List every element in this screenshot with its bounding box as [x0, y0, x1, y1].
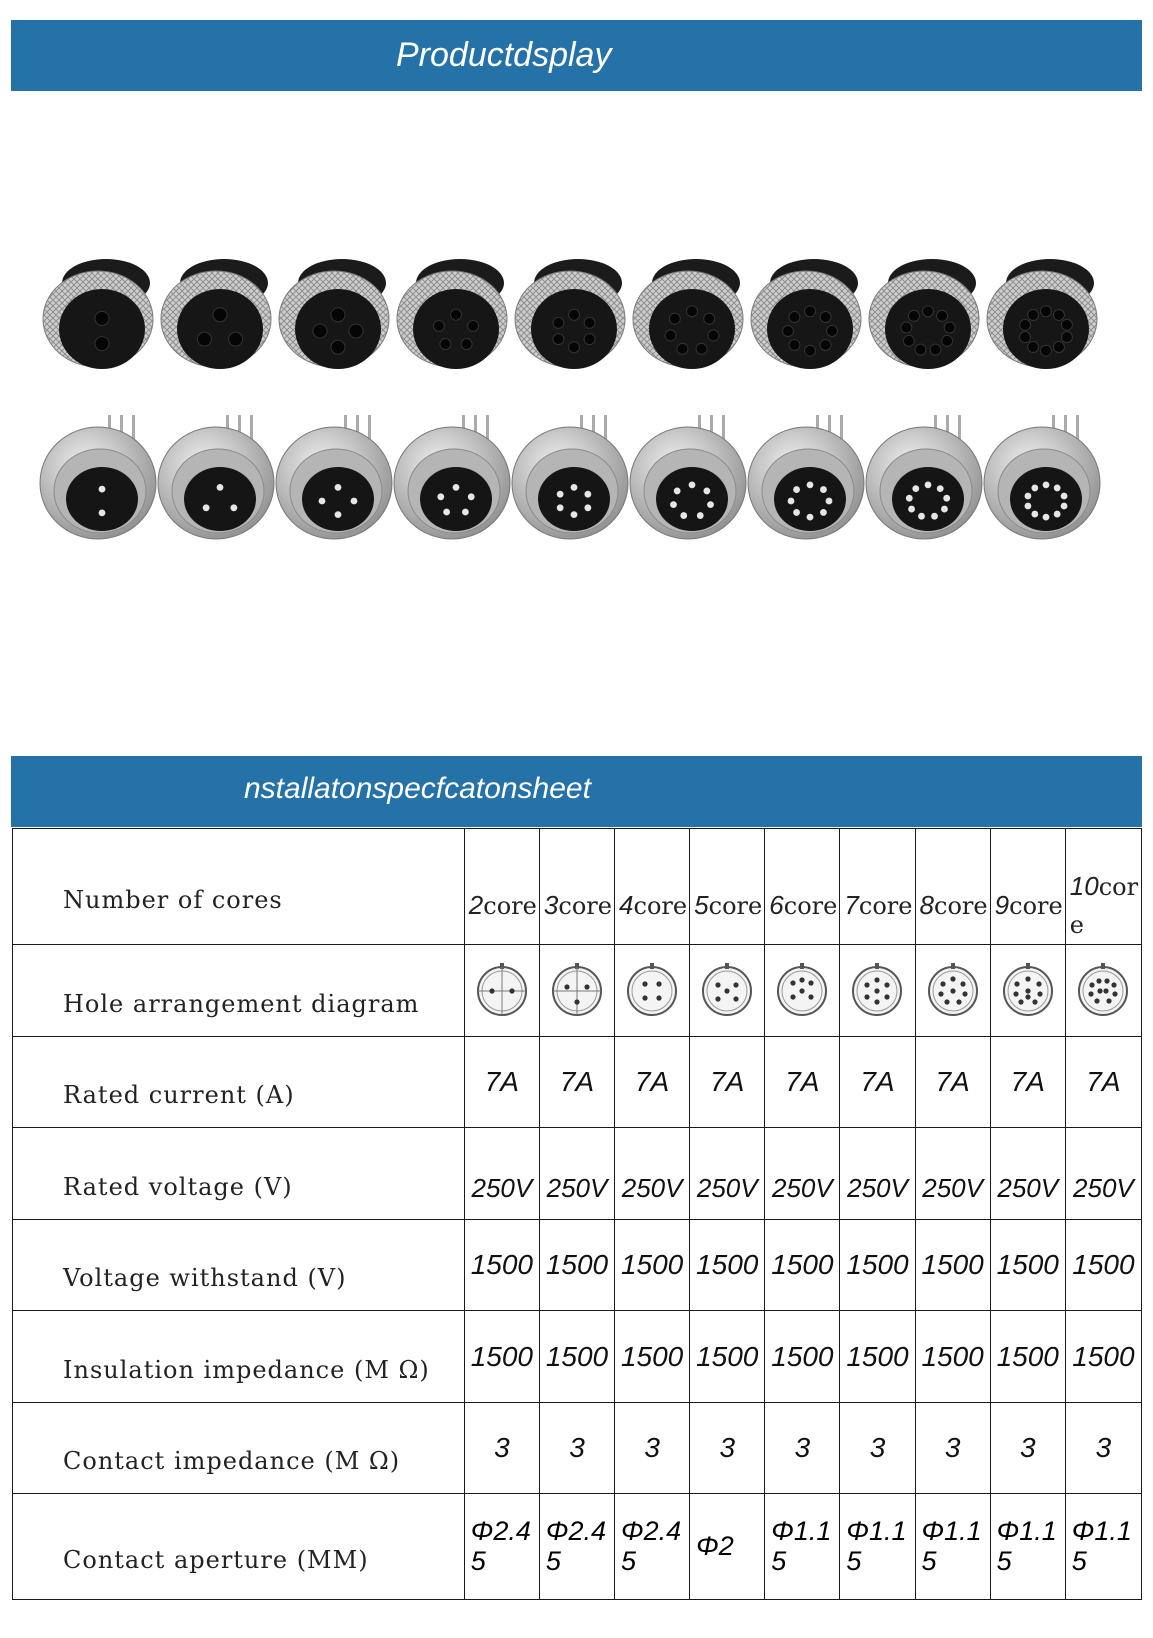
core-count-number: 3	[543, 890, 559, 920]
hole-arrangement-diagram	[549, 963, 605, 1019]
row-current	[13, 1037, 1142, 1128]
rated-current-cell: 7A	[765, 1037, 840, 1128]
core-count-cell	[464, 829, 539, 945]
contact-impedance-cell: 3	[615, 1403, 690, 1494]
hole-diagram-cell	[539, 945, 614, 1037]
contact-aperture-cell: Φ2.45	[539, 1494, 614, 1600]
rated-current-cell: 7A	[539, 1037, 614, 1128]
core-count-unit: core	[708, 892, 763, 920]
female-connector-icon	[751, 259, 861, 369]
hole-arrangement-diagram	[925, 963, 981, 1019]
female-connector-icon	[515, 259, 625, 369]
core-count-number: 9	[994, 890, 1010, 920]
insulation-impedance-cell: 1500	[840, 1311, 915, 1403]
male-connector-icon	[394, 415, 510, 539]
core-count-unit: core	[558, 892, 612, 920]
core-count-number: 10	[1069, 871, 1099, 901]
core-count-cell	[990, 829, 1065, 945]
rated-current-cell: 7A	[690, 1037, 765, 1128]
rated-voltage-cell: 250V	[840, 1128, 915, 1220]
voltage-withstand-cell: 1500	[915, 1220, 990, 1311]
contact-aperture-cell: Φ1.15	[1065, 1494, 1141, 1600]
insulation-impedance-cell: 1500	[615, 1311, 690, 1403]
rated-voltage-cell: 250V	[690, 1128, 765, 1220]
hole-diagram-cell	[615, 945, 690, 1037]
label-diagram: Hole arrangement diagram	[13, 945, 465, 1037]
contact-aperture-cell: Φ1.15	[990, 1494, 1065, 1600]
contact-impedance-cell: 3	[464, 1403, 539, 1494]
row-insulation	[13, 1311, 1142, 1403]
hole-diagram-cell	[1065, 945, 1141, 1037]
insulation-impedance-cell: 1500	[690, 1311, 765, 1403]
label-aperture: Contact aperture (MM)	[13, 1494, 465, 1600]
core-count-unit: core	[783, 892, 838, 920]
core-count-cell	[690, 829, 765, 945]
row-withstand	[13, 1220, 1142, 1311]
voltage-withstand-cell: 1500	[840, 1220, 915, 1311]
female-connector-icon	[633, 259, 743, 369]
core-count-cell	[840, 829, 915, 945]
core-count-number: 8	[919, 890, 935, 920]
contact-aperture-cell: Φ2.45	[615, 1494, 690, 1600]
core-count-unit: core	[1009, 892, 1063, 920]
female-connector-icon	[869, 259, 979, 369]
contact-aperture-cell: Φ1.15	[765, 1494, 840, 1600]
voltage-withstand-cell: 1500	[765, 1220, 840, 1311]
hole-diagram-cell	[915, 945, 990, 1037]
rated-current-cell: 7A	[840, 1037, 915, 1128]
rated-current-cell: 7A	[464, 1037, 539, 1128]
male-connector-icon	[984, 415, 1100, 539]
rated-voltage-cell: 250V	[915, 1128, 990, 1220]
male-connector-icon	[276, 415, 392, 539]
rated-voltage-cell: 250V	[464, 1128, 539, 1220]
rated-current-cell: 7A	[990, 1037, 1065, 1128]
label-contact: Contact impedance (M Ω)	[13, 1403, 465, 1494]
hole-arrangement-diagram	[624, 963, 680, 1019]
core-count-number: 7	[844, 890, 859, 920]
core-count-unit: core	[1069, 873, 1139, 939]
rated-current-cell: 7A	[1065, 1037, 1141, 1128]
female-connector-icon	[397, 259, 507, 369]
hole-arrangement-diagram	[774, 963, 830, 1019]
label-cores: Number of cores	[13, 829, 465, 945]
spec-sheet-title: nstallatonspecfcatonsheet	[244, 772, 591, 805]
male-connector-icon	[512, 415, 628, 539]
male-connector-icon	[866, 415, 982, 539]
voltage-withstand-cell: 1500	[1065, 1220, 1141, 1311]
rated-voltage-cell: 250V	[990, 1128, 1065, 1220]
hole-arrangement-diagram	[699, 963, 755, 1019]
contact-impedance-cell: 3	[690, 1403, 765, 1494]
core-count-unit: core	[858, 892, 913, 920]
hole-diagram-cell	[464, 945, 539, 1037]
contact-aperture-cell: Φ2.45	[464, 1494, 539, 1600]
contact-impedance-cell: 3	[915, 1403, 990, 1494]
core-count-cell	[1065, 829, 1141, 945]
hole-arrangement-diagram	[474, 963, 530, 1019]
insulation-impedance-cell: 1500	[765, 1311, 840, 1403]
contact-impedance-cell: 3	[539, 1403, 614, 1494]
rated-voltage-cell: 250V	[765, 1128, 840, 1220]
connector-product-photo	[38, 255, 1118, 575]
contact-impedance-cell: 3	[990, 1403, 1065, 1494]
spec-table	[12, 828, 1142, 1600]
row-voltage	[13, 1128, 1142, 1220]
label-current: Rated current (A)	[13, 1037, 465, 1128]
female-connector-icon	[43, 259, 153, 369]
contact-aperture-cell: Φ1.15	[915, 1494, 990, 1600]
insulation-impedance-cell: 1500	[464, 1311, 539, 1403]
male-connector-icon	[158, 415, 274, 539]
insulation-impedance-cell: 1500	[1065, 1311, 1141, 1403]
rated-current-cell: 7A	[615, 1037, 690, 1128]
row-diagram	[13, 945, 1142, 1037]
rated-voltage-cell: 250V	[615, 1128, 690, 1220]
hole-diagram-cell	[840, 945, 915, 1037]
female-connector-icon	[987, 259, 1097, 369]
contact-impedance-cell: 3	[765, 1403, 840, 1494]
label-withstand: Voltage withstand (V)	[13, 1220, 465, 1311]
core-count-cell	[615, 829, 690, 945]
row-contact	[13, 1403, 1142, 1494]
row-aperture	[13, 1494, 1142, 1600]
insulation-impedance-cell: 1500	[915, 1311, 990, 1403]
product-display-banner	[11, 20, 1142, 91]
rated-voltage-cell: 250V	[539, 1128, 614, 1220]
core-count-unit: core	[483, 892, 537, 920]
core-count-number: 5	[694, 890, 709, 920]
contact-impedance-cell: 3	[840, 1403, 915, 1494]
core-count-number: 2	[468, 890, 484, 920]
male-connector-icon	[630, 415, 746, 539]
male-connector-icon	[748, 415, 864, 539]
voltage-withstand-cell: 1500	[990, 1220, 1065, 1311]
core-count-number: 4	[619, 890, 634, 920]
product-display-title: Productdsplay	[396, 36, 612, 74]
spec-sheet-banner	[11, 756, 1142, 827]
contact-aperture-cell: Φ2	[690, 1494, 765, 1600]
voltage-withstand-cell: 1500	[690, 1220, 765, 1311]
core-count-cell	[539, 829, 614, 945]
female-connector-icon	[279, 259, 389, 369]
hole-diagram-cell	[990, 945, 1065, 1037]
voltage-withstand-cell: 1500	[464, 1220, 539, 1311]
hole-diagram-cell	[690, 945, 765, 1037]
core-count-cell	[765, 829, 840, 945]
core-count-unit: core	[633, 892, 688, 920]
rated-voltage-cell: 250V	[1065, 1128, 1141, 1220]
core-count-number: 6	[769, 890, 784, 920]
label-insulation: Insulation impedance (M Ω)	[13, 1311, 465, 1403]
contact-impedance-cell: 3	[1065, 1403, 1141, 1494]
male-connector-icon	[40, 415, 156, 539]
label-voltage: Rated voltage (V)	[13, 1128, 465, 1220]
hole-arrangement-diagram	[849, 963, 905, 1019]
voltage-withstand-cell: 1500	[539, 1220, 614, 1311]
row-cores	[13, 829, 1142, 945]
rated-current-cell: 7A	[915, 1037, 990, 1128]
insulation-impedance-cell: 1500	[539, 1311, 614, 1403]
hole-diagram-cell	[765, 945, 840, 1037]
contact-aperture-cell: Φ1.15	[840, 1494, 915, 1600]
core-count-unit: core	[934, 892, 988, 920]
hole-arrangement-diagram	[1075, 963, 1131, 1019]
insulation-impedance-cell: 1500	[990, 1311, 1065, 1403]
core-count-cell	[915, 829, 990, 945]
female-connector-icon	[161, 259, 271, 369]
hole-arrangement-diagram	[1000, 963, 1056, 1019]
voltage-withstand-cell: 1500	[615, 1220, 690, 1311]
